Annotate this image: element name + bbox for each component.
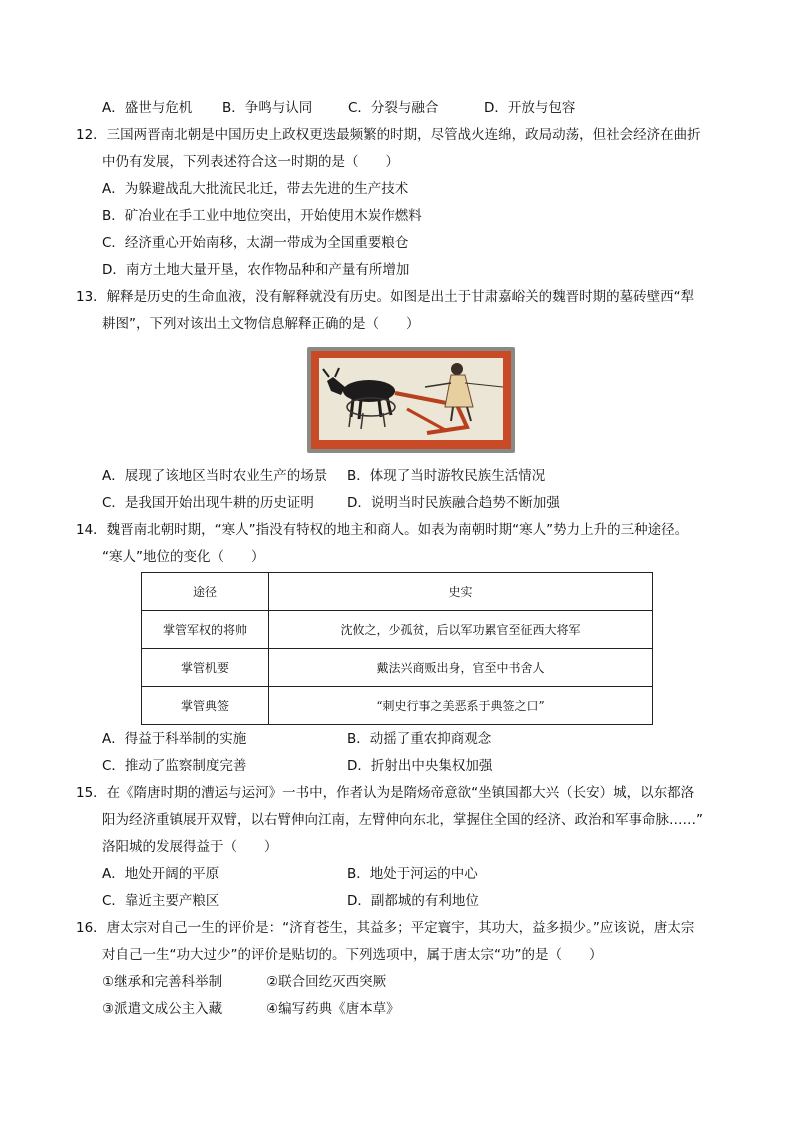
q14-stem-line2: “寒人”地位的变化（ ）: [102, 549, 265, 565]
q16-item-3: ③派遣文成公主入藏: [102, 1001, 223, 1017]
q13-option-b: B．体现了当时游牧民族生活情况: [347, 468, 546, 484]
table-cell: “刺史行事之美恶系于典签之口”: [269, 687, 653, 725]
q14-option-d: D．折射出中央集权加强: [347, 758, 493, 774]
table-cell: 掌管机要: [142, 649, 269, 687]
q11-option-c: C．分裂与融合: [348, 100, 439, 116]
q12-option-c: C．经济重心开始南移，太湖一带成为全国重要粮仓: [102, 235, 409, 251]
q11-option-a: A．盛世与危机: [102, 100, 193, 116]
q15-option-c: C．靠近主要产粮区: [102, 893, 220, 909]
table-header-cell: 史实: [269, 573, 653, 611]
table-cell: 掌管典签: [142, 687, 269, 725]
q12-option-d: D．南方土地大量开垦，农作物品种和产量有所增加: [102, 262, 410, 278]
q16-stem-line2: 对自己一生“功大过少”的评价是贴切的。下列选项中，属于唐太宗“功”的是（ ）: [102, 947, 603, 963]
q15-stem-line1: 15．在《隋唐时期的漕运与运河》一书中，作者认为是隋炀帝意欲“坐镇国都大兴（长安）城，以东都洛: [76, 785, 695, 801]
table-cell: 掌管军权的将帅: [142, 611, 269, 649]
q13-option-c: C．是我国开始出现牛耕的历史证明: [102, 495, 314, 511]
q14-option-a: A．得益于科举制的实施: [102, 731, 247, 747]
q14-option-c: C．推动了监察制度完善: [102, 758, 247, 774]
q16-item-4: ④编写药典《唐本草》: [266, 1001, 400, 1017]
q15-stem-line2: 阳为经济重镇展开双臂，以右臂伸向江南，左臂伸向东北，掌握住全国的经济、政治和军事命脉……”: [102, 812, 703, 828]
q12-option-a: A．为躲避战乱大批流民北迁，带去先进的生产技术: [102, 181, 409, 197]
table-cell: 沈攸之，少孤贫，后以军功累官至征西大将军: [269, 611, 653, 649]
q13-option-d: D．说明当时民族融合趋势不断加强: [347, 495, 560, 511]
q15-option-d: D．副都城的有利地位: [347, 893, 479, 909]
q16-stem-line1: 16．唐太宗对自己一生的评价是：“济育苍生，其益多；平定寰宇，其功大，益多损少。”应该说，唐太宗: [76, 920, 695, 936]
q13-option-a: A．展现了该地区当时农业生产的场景: [102, 468, 328, 484]
q14-stem-line1: 14．魏晋南北朝时期，“寒人”指没有特权的地主和商人。如表为南朝时期“寒人”势力上升的三种途径。: [76, 522, 689, 538]
q15-option-b: B．地处于河运的中心: [347, 866, 478, 882]
q12-option-b: B．矿冶业在手工业中地位突出，开始使用木炭作燃料: [102, 208, 422, 224]
q15-option-a: A．地处开阔的平原: [102, 866, 220, 882]
q14-option-b: B．动摇了重农抑商观念: [347, 731, 492, 747]
plowing-mural-image: [307, 347, 515, 453]
q16-item-2: ②联合回纥灭西突厥: [266, 974, 387, 990]
q11-option-d: D．开放与包容: [484, 100, 576, 116]
table-row: [142, 649, 653, 687]
table-row: [142, 687, 653, 725]
plowing-mural-drawing: [307, 347, 515, 453]
table-cell: 戴法兴商贩出身，官至中书舍人: [269, 649, 653, 687]
table-header-cell: 途径: [142, 573, 269, 611]
q16-item-1: ①继承和完善科举制: [102, 974, 223, 990]
q11-option-b: B．争鸣与认同: [222, 100, 313, 116]
q13-stem-line2: 耕图”，下列对该出土文物信息解释正确的是（ ）: [102, 316, 420, 332]
hanren-table: [141, 572, 653, 725]
q13-stem-line1: 13．解释是历史的生命血液，没有解释就没有历史。如图是出土于甘肃嘉峪关的魏晋时期的墓砖壁西“犁: [76, 289, 695, 305]
table-row: [142, 611, 653, 649]
q12-stem-line1: 12．三国两晋南北朝是中国历史上政权更迭最频繁的时期，尽管战火连绵，政局动荡，但社会经济在曲折: [76, 127, 701, 143]
q12-stem-line2: 中仍有发展，下列表述符合这一时期的是（ ）: [102, 154, 399, 170]
q15-stem-line3: 洛阳城的发展得益于（ ）: [102, 839, 278, 855]
table-header-row: [142, 573, 653, 611]
